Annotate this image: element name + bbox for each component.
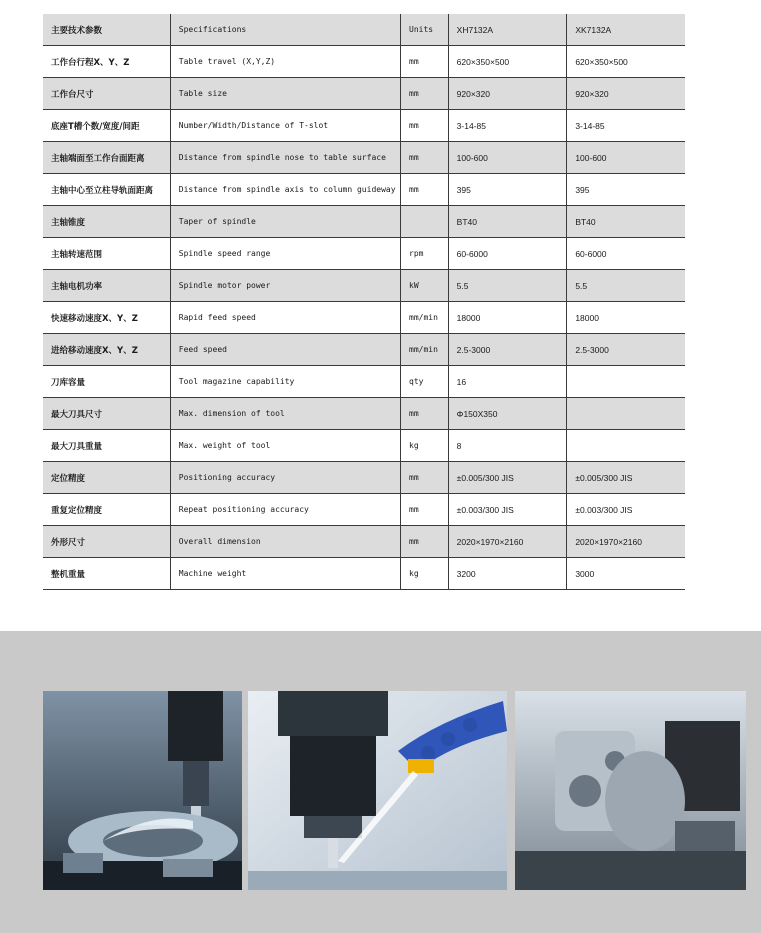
spec-table-body (43, 14, 685, 590)
value-model-2: 920×320 (567, 78, 685, 110)
param-unit: mm (401, 462, 449, 494)
value-model-2: 5.5 (567, 270, 685, 302)
table-row (43, 206, 685, 238)
param-en: Rapid feed speed (170, 302, 400, 334)
param-en: Machine weight (170, 558, 400, 590)
spec-table (43, 14, 685, 590)
param-unit: mm (401, 526, 449, 558)
header-model-2: XK7132A (567, 14, 685, 46)
table-row (43, 110, 685, 142)
param-en: Table travel (X,Y,Z) (170, 46, 400, 78)
value-model-1: 3-14-85 (448, 110, 567, 142)
milling-coolant-photo-icon (43, 691, 242, 890)
value-model-1: 5.5 (448, 270, 567, 302)
param-cn: 底座T槽个数/宽度/间距 (43, 110, 170, 142)
param-unit: mm (401, 174, 449, 206)
param-en: Overall dimension (170, 526, 400, 558)
value-model-1: 100-600 (448, 142, 567, 174)
param-cn: 工作台尺寸 (43, 78, 170, 110)
param-en: Repeat positioning accuracy (170, 494, 400, 526)
value-model-2 (567, 398, 685, 430)
value-model-1: 8 (448, 430, 567, 462)
param-en: Positioning accuracy (170, 462, 400, 494)
param-cn: 刀库容量 (43, 366, 170, 398)
table-row (43, 46, 685, 78)
value-model-2 (567, 366, 685, 398)
param-unit: mm (401, 494, 449, 526)
param-en: Table size (170, 78, 400, 110)
value-model-2: ±0.003/300 JIS (567, 494, 685, 526)
value-model-2: 3000 (567, 558, 685, 590)
param-unit: mm (401, 398, 449, 430)
table-row (43, 494, 685, 526)
value-model-1: 18000 (448, 302, 567, 334)
value-model-2: 100-600 (567, 142, 685, 174)
table-header-row (43, 14, 685, 46)
header-cn: 主要技术参数 (43, 14, 170, 46)
value-model-2: 60-6000 (567, 238, 685, 270)
param-cn: 定位精度 (43, 462, 170, 494)
param-unit: kg (401, 430, 449, 462)
table-row (43, 558, 685, 590)
param-en: Max. weight of tool (170, 430, 400, 462)
header-units: Units (401, 14, 449, 46)
table-row (43, 398, 685, 430)
table-row (43, 334, 685, 366)
param-cn: 重复定位精度 (43, 494, 170, 526)
table-row (43, 526, 685, 558)
param-unit: mm/min (401, 302, 449, 334)
spindle-tool-photo-icon (248, 691, 507, 890)
header-en: Specifications (170, 14, 400, 46)
value-model-1: 2020×1970×2160 (448, 526, 567, 558)
value-model-1: 620×350×500 (448, 46, 567, 78)
table-row (43, 270, 685, 302)
value-model-1: 920×320 (448, 78, 567, 110)
param-cn: 主轴端面至工作台面距离 (43, 142, 170, 174)
value-model-2 (567, 430, 685, 462)
value-model-1: Φ150X350 (448, 398, 567, 430)
value-model-1: 60-6000 (448, 238, 567, 270)
table-row (43, 174, 685, 206)
table-row (43, 430, 685, 462)
param-en: Taper of spindle (170, 206, 400, 238)
param-en: Distance from spindle nose to table surface (170, 142, 400, 174)
param-en: Spindle motor power (170, 270, 400, 302)
value-model-2: BT40 (567, 206, 685, 238)
value-model-1: 2.5-3000 (448, 334, 567, 366)
value-model-2: 3-14-85 (567, 110, 685, 142)
param-unit: mm (401, 78, 449, 110)
param-cn: 快速移动速度X、Y、Z (43, 302, 170, 334)
param-unit: kg (401, 558, 449, 590)
table-row (43, 366, 685, 398)
param-cn: 主轴中心至立柱导轨面距离 (43, 174, 170, 206)
param-en: Number/Width/Distance of T-slot (170, 110, 400, 142)
rotary-table-photo-icon (515, 691, 746, 890)
value-model-2: 18000 (567, 302, 685, 334)
param-unit (401, 206, 449, 238)
param-cn: 工作台行程X、Y、Z (43, 46, 170, 78)
param-en: Spindle speed range (170, 238, 400, 270)
param-cn: 进给移动速度X、Y、Z (43, 334, 170, 366)
value-model-2: ±0.005/300 JIS (567, 462, 685, 494)
param-unit: kW (401, 270, 449, 302)
value-model-1: ±0.005/300 JIS (448, 462, 567, 494)
param-en: Max. dimension of tool (170, 398, 400, 430)
value-model-2: 395 (567, 174, 685, 206)
param-cn: 外形尺寸 (43, 526, 170, 558)
table-row (43, 462, 685, 494)
table-row (43, 238, 685, 270)
param-en: Distance from spindle axis to column guideway (170, 174, 400, 206)
param-cn: 最大刀具尺寸 (43, 398, 170, 430)
param-cn: 主轴电机功率 (43, 270, 170, 302)
param-cn: 最大刀具重量 (43, 430, 170, 462)
param-unit: mm (401, 142, 449, 174)
param-cn: 主轴锥度 (43, 206, 170, 238)
table-row (43, 78, 685, 110)
param-en: Feed speed (170, 334, 400, 366)
value-model-2: 2.5-3000 (567, 334, 685, 366)
value-model-2: 620×350×500 (567, 46, 685, 78)
param-en: Tool magazine capability (170, 366, 400, 398)
param-unit: rpm (401, 238, 449, 270)
param-unit: mm (401, 46, 449, 78)
param-cn: 整机重量 (43, 558, 170, 590)
param-unit: mm (401, 110, 449, 142)
param-unit: mm/min (401, 334, 449, 366)
table-row (43, 142, 685, 174)
value-model-2: 2020×1970×2160 (567, 526, 685, 558)
header-model-1: XH7132A (448, 14, 567, 46)
param-unit: qty (401, 366, 449, 398)
value-model-1: BT40 (448, 206, 567, 238)
value-model-1: ±0.003/300 JIS (448, 494, 567, 526)
table-row (43, 302, 685, 334)
value-model-1: 3200 (448, 558, 567, 590)
value-model-1: 16 (448, 366, 567, 398)
value-model-1: 395 (448, 174, 567, 206)
param-cn: 主轴转速范围 (43, 238, 170, 270)
